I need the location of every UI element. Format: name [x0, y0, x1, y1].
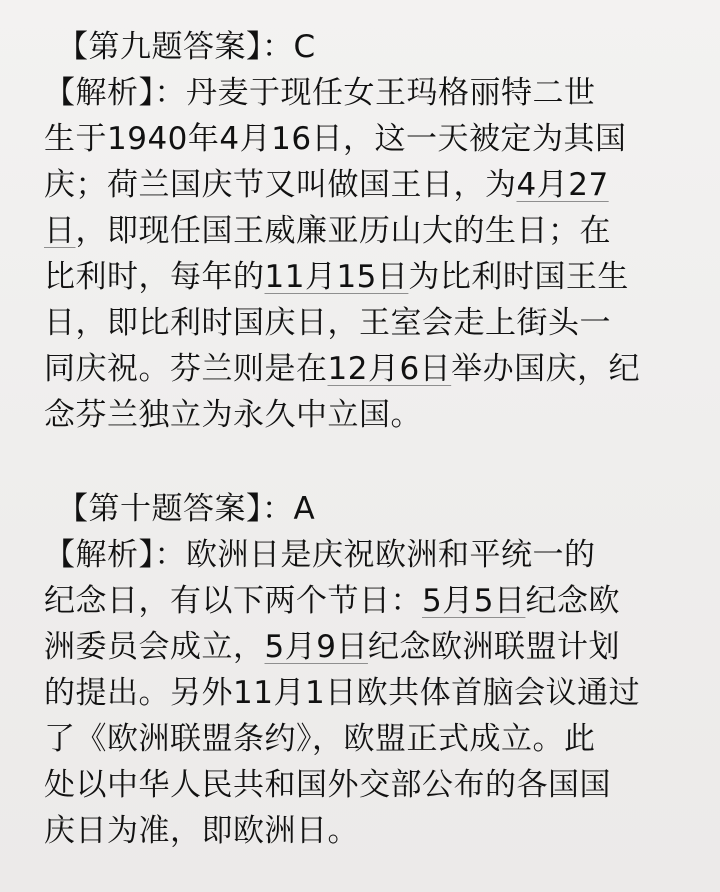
question-9-answer-line [57, 24, 720, 70]
text-segment: 生于1940年4月16日，这一天被定为其国 [44, 121, 627, 157]
explanation-line [44, 70, 720, 116]
underlined-date: 5月5日 [422, 583, 526, 619]
text-segment: 了《欧洲联盟条约》，欧盟正式成立。此 [44, 721, 596, 757]
text-segment: 纪念欧洲联盟计划 [367, 629, 620, 665]
underlined-date: 4月27 [516, 167, 609, 203]
answer-value: C [293, 29, 316, 65]
explanation-line [44, 578, 720, 624]
explanation-line [44, 208, 720, 254]
explanation-line [44, 624, 720, 670]
text-segment: 庆日为准，即欧洲日。 [44, 813, 359, 849]
text-segment: 【解析】：欧洲日是庆祝欧洲和平统一的 [44, 537, 596, 573]
explanation-line [44, 808, 720, 854]
text-segment: 纪念日，有以下两个节日： [44, 583, 422, 619]
underlined-date: 5月9日 [264, 629, 368, 665]
explanation-line [44, 716, 720, 762]
text-segment: 洲委员会成立， [44, 629, 265, 665]
underlined-date: 11月15日 [264, 259, 409, 295]
explanation-line [44, 532, 720, 578]
text-segment: 的提出。另外11月1日欧共体首脑会议通过 [44, 675, 641, 711]
text-segment: 【解析】：丹麦于现任女王玛格丽特二世 [44, 75, 596, 111]
explanation-line [44, 116, 720, 162]
text-segment: 日，即比利时国庆日，王室会走上街头一 [44, 305, 611, 341]
question-10-answer-line [57, 486, 720, 532]
text-segment: 为比利时国王生 [408, 259, 629, 295]
explanation-line [44, 254, 720, 300]
answer-label: 【第十题答案】： [57, 491, 294, 527]
answer-label: 【第九题答案】： [57, 29, 294, 65]
explanation-line [44, 300, 720, 346]
text-segment: ，即现任国王威廉亚历山大的生日；在 [75, 213, 611, 249]
text-segment: 念芬兰独立为永久中立国。 [44, 397, 422, 433]
underlined-date: 12月6日 [327, 351, 452, 387]
text-segment: 纪念欧 [525, 583, 620, 619]
answer-value: A [293, 491, 316, 527]
text-segment: 庆；荷兰国庆节又叫做国王日，为 [44, 167, 517, 203]
text-segment: 同庆祝。芬兰则是在 [44, 351, 328, 387]
explanation-line [44, 762, 720, 808]
text-segment: 举办国庆，纪 [451, 351, 641, 387]
underlined-date: 日 [44, 213, 76, 249]
explanation-line [44, 670, 720, 716]
text-segment: 比利时，每年的 [44, 259, 265, 295]
text-segment: 处以中华人民共和国外交部公布的各国国 [44, 767, 611, 803]
explanation-line [44, 162, 720, 208]
question-9-block [44, 24, 720, 438]
explanation-line [44, 346, 720, 392]
explanation-line [44, 392, 720, 438]
question-10-block [44, 486, 720, 854]
